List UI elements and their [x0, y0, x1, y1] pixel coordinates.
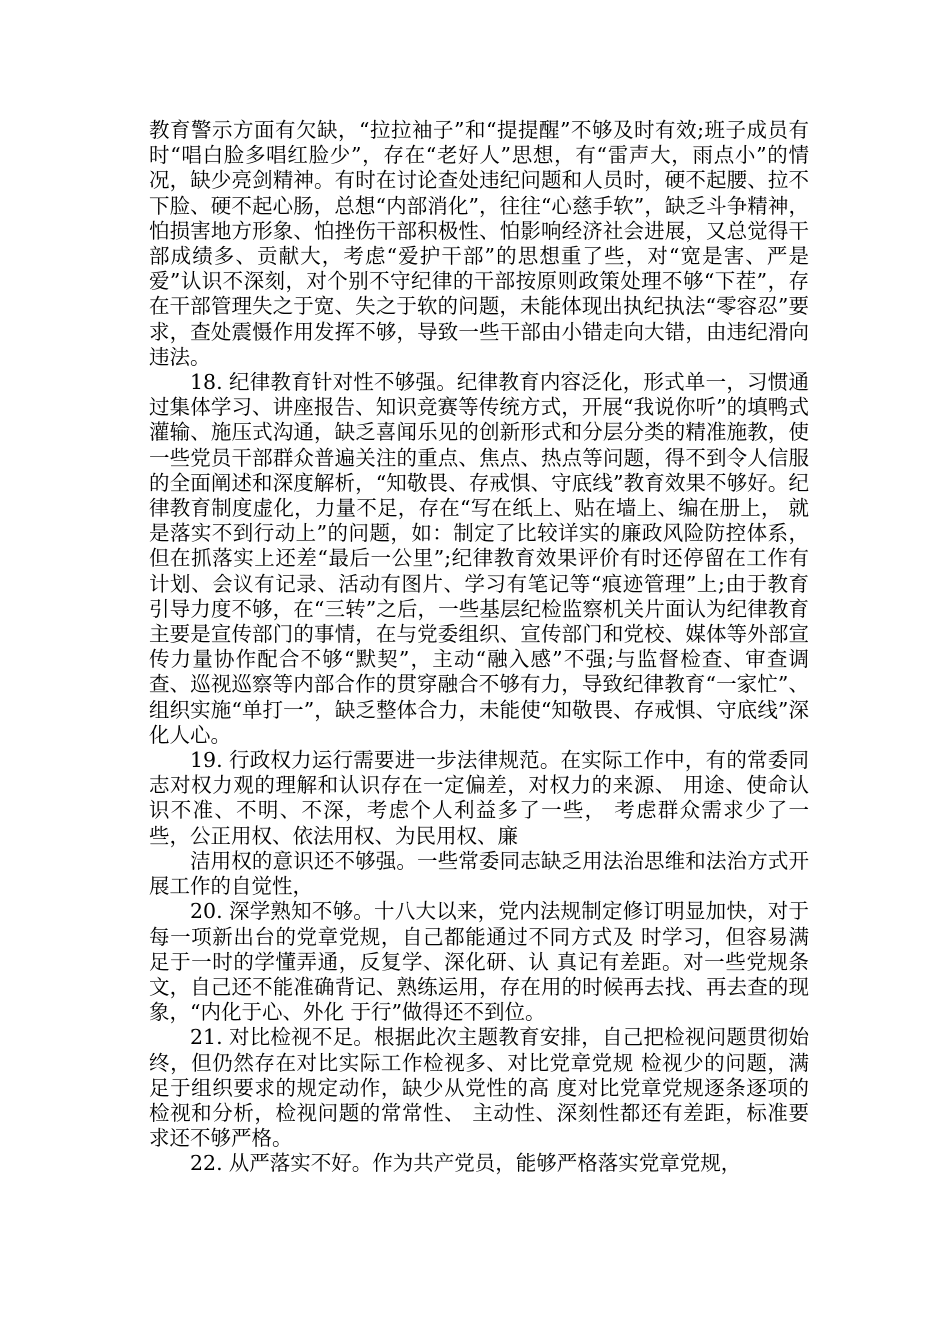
paragraph-item-22 [149, 1151, 809, 1176]
paragraph-text: 行政权力运行需要进一步法律规范。在实际工作中，有的常委同志对权力观的理解和认识存在一定偏差，对权力的来源、 用途、使命认识不准、不明、不深，考虑个人利益多了一些， 考虑群众需求少了一些，公正用权、依法用权、为民用权、廉 [149, 748, 809, 848]
paragraph-number: 21. [190, 1025, 223, 1050]
paragraph-text: 对比检视不足。根据此次主题教育安排，自己把检视问题贯彻始终，但仍然存在对比实际工作检视多、对比党章党规 检视少的问题，满足于组织要求的规定动作，缺少从党性的高 度对比党章党规逐条逐项的检视和分析，检视问题的常常性、 主动性、深刻性都还有差距，标准要求还不够严格。 [149, 1025, 809, 1151]
document-page [149, 118, 809, 1177]
paragraph-item-19 [149, 748, 809, 849]
paragraph-continuation [149, 118, 809, 370]
paragraph-item-18 [149, 370, 809, 748]
paragraph-number: 19. [190, 748, 223, 773]
paragraph-text: 深学熟知不够。十八大以来，党内法规制定修订明显加快，对于每一项新出台的党章党规，自己都能通过不同方式及 时学习，但容易满足于一时的学懂弄通，反复学、深化研、认 真记有差距。对一些党规条文，自己还不能准确背记、熟练运用，存在用的时候再去找、再去查的现象，“内化于心、外化 于行”做得还不到位。 [149, 899, 809, 1025]
paragraph-text: 教育警示方面有欠缺，“拉拉袖子”和“提提醒”不够及时有效;班子成员有时“唱白脸多唱红脸少”，存在“老好人”思想，有“雷声大，雨点小”的情况，缺少亮剑精神。有时在讨论查处违纪问题和人员时，硬不起腰、拉不下脸、硬不起心肠，总想“内部消化”，往往“心慈手软”，缺乏斗争精神，怕损害地方形象、怕挫伤干部积极性、怕影响经济社会进展，又总觉得干部成绩多、贡献大，考虑“爱护干部”的思想重了些，对“宽是害、严是爱”认识不深刻，对个别不守纪律的干部按原则政策处理不够“下茬”，存在干部管理失之于宽、失之于软的问题，未能体现出执纪执法“零容忍”要求，查处震慑作用发挥不够，导致一些干部由小错走向大错，由违纪滑向违法。 [149, 118, 809, 369]
paragraph-text: 洁用权的意识还不够强。一些常委同志缺乏用法治思维和法治方式开展工作的自觉性， [149, 848, 809, 899]
paragraph-item-21 [149, 1025, 809, 1151]
paragraph-number: 18. [190, 370, 223, 395]
paragraph-number: 20. [190, 899, 223, 924]
paragraph-item-19-continued [149, 849, 809, 899]
paragraph-number: 22. [190, 1151, 223, 1176]
paragraph-text: 从严落实不好。作为共产党员，能够严格落实党章党规， [228, 1151, 742, 1176]
paragraph-text: 纪律教育针对性不够强。纪律教育内容泛化，形式单一，习惯通过集体学习、讲座报告、知识竞赛等传统方式，开展“我说你听”的填鸭式灌输、施压式沟通，缺乏喜闻乐见的创新形式和分层分类的精准施教，使一些党员干部群众普遍关注的重点、焦点、热点等问题，得不到令人信服的全面阐述和深度解析，“知敬畏、存戒惧、守底线”教育效果不够好。纪律教育制度虚化，力量不足，存在“写在纸上、贴在墙上、编在册上， 就是落实不到行动上”的问题，如：制定了比较详实的廉政风险防控体系，但在抓落实上还差“最后一公里”;纪律教育效果评价有时还停留在工作有计划、会议有记录、活动有图片、学习有笔记等“痕迹管理”上;由于教育引导力度不够，在“三转”之后，一些基层纪检监察机关片面认为纪律教育主要是宣传部门的事情，在与党委组织、宣传部门和党校、媒体等外部宣传力量协作配合不够“默契”，主动“融入感”不强;与监督检查、审查调查、巡视巡察等内部合作的贯穿融合不够有力，导致纪律教育“一家忙”、组织实施“单打一”，缺乏整体合力，未能使“知敬畏、存戒惧、守底线”深化人心。 [149, 370, 809, 747]
paragraph-item-20 [149, 899, 809, 1025]
